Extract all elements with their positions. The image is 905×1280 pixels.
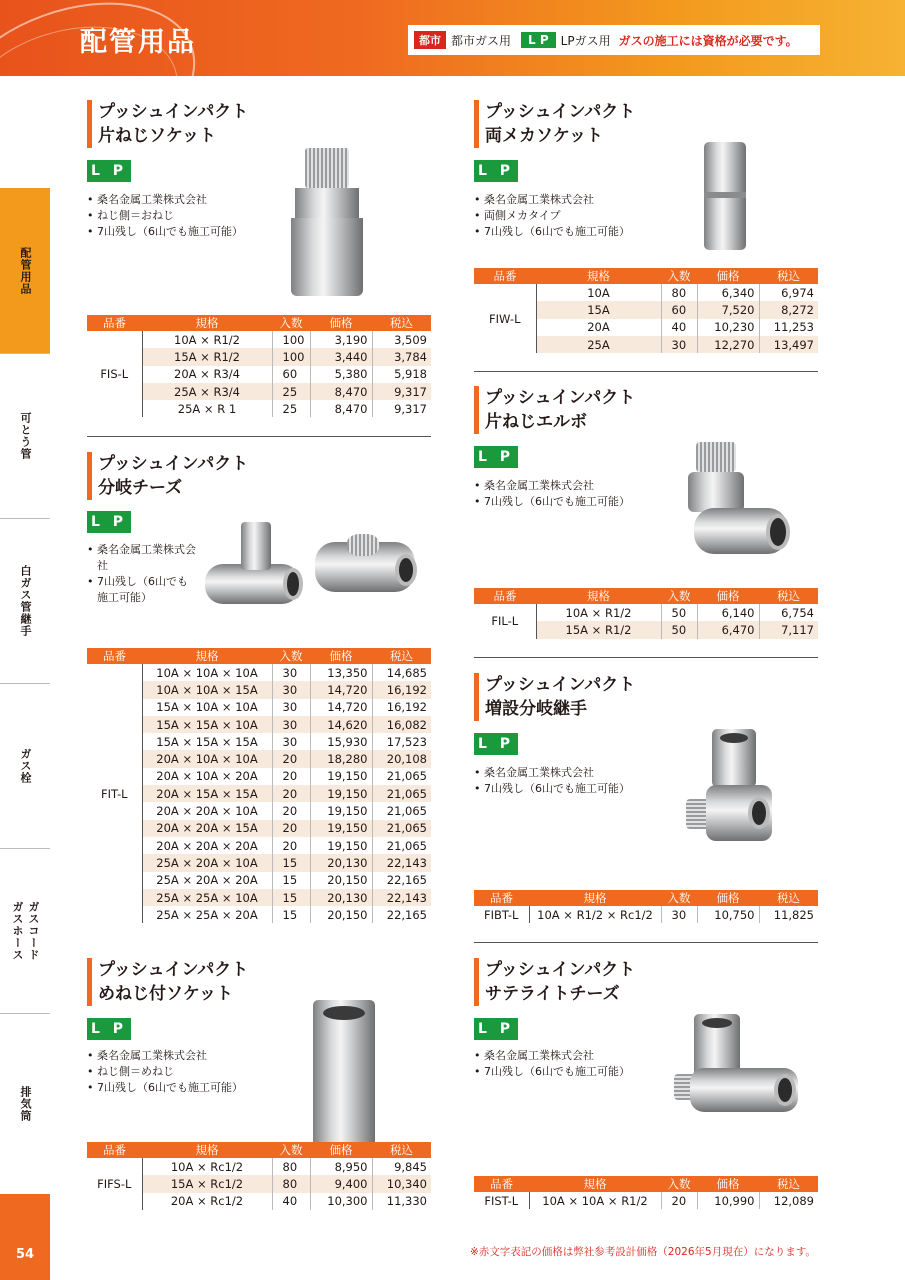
single-thread-socket-image	[287, 148, 367, 298]
female-thread-socket-image	[309, 1000, 379, 1148]
table-row	[87, 1158, 431, 1175]
feature-list	[87, 1048, 243, 1096]
product-title	[474, 386, 635, 434]
column-header: 価格	[697, 1176, 759, 1192]
qty-cell: 20	[272, 750, 310, 767]
tax-price-cell: 21,065	[372, 785, 431, 802]
size-cell: 20A	[587, 320, 610, 335]
product-title-line1: プッシュインパクト	[98, 102, 249, 122]
column-header: 税込	[759, 890, 818, 906]
qty-cell: 80	[661, 284, 697, 301]
column-header: 入数	[661, 890, 697, 906]
product-fil	[474, 386, 818, 646]
section-divider	[474, 657, 818, 658]
spec-table	[474, 588, 818, 639]
column-header: 品番	[474, 268, 536, 284]
product-title	[474, 673, 635, 721]
size-cell: 15A × 15A × 10A	[142, 716, 272, 733]
column-header: 入数	[661, 588, 697, 604]
column-header: 価格	[310, 315, 372, 331]
sidebar-tab-label: ガス栓	[19, 748, 32, 784]
table-row	[87, 331, 431, 348]
lp-gas-tag: L P	[521, 32, 556, 48]
size-cell: 15A × R1/2	[536, 621, 661, 638]
price-cell: 14,720	[310, 699, 372, 716]
product-code: FIBT-L	[474, 906, 529, 923]
tax-price-cell: 6,974	[759, 284, 818, 301]
product-title-line2: 増設分岐継手	[485, 699, 587, 719]
tax-price-cell: 9,317	[372, 400, 431, 417]
table-row	[474, 906, 818, 923]
column-header: 品番	[474, 890, 529, 906]
feature-item: • 桑名金属工業株式会社	[474, 192, 630, 208]
product-title-line1: プッシュインパクト	[485, 675, 636, 695]
tax-price-cell: 20,108	[372, 750, 431, 767]
feature-item: • 7山残し（6山でも施工可能）	[474, 224, 630, 240]
table-row	[87, 664, 431, 681]
table-row	[474, 1192, 818, 1209]
price-cell: 8,950	[310, 1158, 372, 1175]
product-title-line2: サテライトチーズ	[485, 984, 620, 1004]
product-fiw	[474, 100, 818, 360]
column-header: 品番	[87, 1142, 142, 1158]
page-number-box	[0, 1194, 50, 1280]
product-fifs	[87, 958, 431, 1218]
qty-cell: 100	[272, 331, 310, 348]
product-title-line1: プッシュインパクト	[485, 960, 636, 980]
product-title	[87, 452, 248, 500]
qty-cell: 15	[272, 872, 310, 889]
size-cell: 15A	[536, 301, 661, 318]
price-cell: 13,350	[310, 664, 372, 681]
lp-badge: L P	[87, 511, 131, 533]
lp-badge: L P	[87, 160, 131, 182]
sidebar-tab-label: 可とう管	[19, 412, 32, 460]
tax-price-cell: 9,845	[372, 1158, 431, 1175]
qty-cell: 30	[272, 664, 310, 681]
size-cell: 25A × 20A × 10A	[142, 854, 272, 871]
section-divider	[474, 371, 818, 372]
tax-price-cell: 11,330	[372, 1193, 431, 1210]
price-cell: 6,470	[697, 621, 759, 638]
column-header: 入数	[272, 1142, 310, 1158]
price-cell: 6,140	[697, 604, 759, 621]
product-title-line1: プッシュインパクト	[485, 388, 636, 408]
qty-cell: 40	[661, 319, 697, 336]
column-header: 規格	[536, 588, 661, 604]
price-cell: 6,340	[697, 284, 759, 301]
qty-cell: 60	[272, 366, 310, 383]
product-title	[87, 958, 248, 1006]
product-title	[474, 958, 635, 1006]
lp-gas-label: LPガス用	[560, 33, 611, 48]
tax-price-cell: 22,143	[372, 889, 431, 906]
column-header: 価格	[310, 1142, 372, 1158]
feature-item: • 桑名金属工業株式会社	[474, 1048, 630, 1064]
product-title-line2: 両メカソケット	[485, 126, 603, 146]
product-title-line1: プッシュインパクト	[98, 454, 249, 474]
qty-cell: 15	[272, 889, 310, 906]
product-code: FIS-L	[87, 331, 142, 417]
page-header	[0, 0, 905, 76]
column-header: 入数	[661, 268, 697, 284]
product-fis	[87, 100, 431, 440]
feature-list	[474, 478, 630, 510]
feature-item: • 7山残し（6山でも施工可能）	[87, 224, 243, 240]
feature-item: • 両側メカタイプ	[474, 208, 630, 224]
price-cell: 20,150	[310, 872, 372, 889]
size-cell: 10A × R1/2	[565, 605, 632, 620]
column-header: 価格	[310, 648, 372, 664]
tax-price-cell: 12,089	[759, 1192, 818, 1209]
section-divider	[474, 942, 818, 943]
qty-cell: 30	[272, 681, 310, 698]
lp-badge: L P	[474, 160, 518, 182]
sidebar-tab-gas-valve[interactable]	[0, 683, 50, 848]
price-cell: 14,720	[310, 681, 372, 698]
price-cell: 14,620	[310, 716, 372, 733]
tax-price-cell: 7,117	[759, 621, 818, 638]
extension-branch-fitting-image	[686, 729, 776, 859]
size-cell: 20A × 10A × 20A	[156, 769, 258, 784]
product-code: FIT-L	[87, 664, 142, 923]
tax-price-cell: 21,065	[372, 820, 431, 837]
size-cell: 15A × R1/2	[142, 348, 272, 365]
sidebar-tab-piping[interactable]	[0, 188, 50, 353]
price-cell: 19,150	[310, 802, 372, 819]
qty-cell: 25	[272, 400, 310, 417]
price-cell: 10,750	[697, 906, 759, 923]
price-footnote: ※赤文字表記の価格は弊社参考設計価格（2026年5月現在）になります。	[470, 1246, 816, 1258]
price-cell: 19,150	[310, 785, 372, 802]
qty-cell: 20	[272, 820, 310, 837]
gas-type-legend	[408, 25, 820, 55]
feature-item: • 7山残し（6山でも施工可能）	[474, 1064, 630, 1080]
price-cell: 19,150	[310, 837, 372, 854]
product-code: FIL-L	[474, 604, 536, 639]
tax-price-cell: 3,784	[372, 348, 431, 365]
size-cell: 20A × Rc1/2	[170, 1194, 244, 1209]
tax-price-cell: 17,523	[372, 733, 431, 750]
city-gas-tag: 都市	[414, 31, 446, 49]
product-title-line2: 片ねじソケット	[98, 126, 216, 146]
tax-price-cell: 3,509	[372, 331, 431, 348]
feature-item: • 桑名金属工業株式会社	[87, 542, 197, 574]
price-cell: 7,520	[697, 301, 759, 318]
size-cell: 20A × 10A × 10A	[142, 750, 272, 767]
size-cell: 10A × 10A × 15A	[142, 681, 272, 698]
feature-list	[474, 765, 630, 797]
qty-cell: 20	[272, 837, 310, 854]
column-header: 入数	[661, 1176, 697, 1192]
branch-tee-image	[205, 522, 425, 622]
tax-price-cell: 16,192	[372, 681, 431, 698]
sidebar-tab-exhaust-pipe[interactable]	[0, 1013, 50, 1193]
sidebar-tab-label: 白ガス管継手	[19, 565, 32, 637]
column-header: 税込	[759, 588, 818, 604]
page-title: 配管用品	[80, 27, 196, 58]
tax-price-cell: 11,825	[759, 906, 818, 923]
column-header: 規格	[536, 268, 661, 284]
feature-item: • 7山残し（6山でも施工可能）	[474, 781, 630, 797]
qty-cell: 25	[272, 383, 310, 400]
feature-item: • 桑名金属工業株式会社	[474, 478, 630, 494]
qty-cell: 20	[272, 768, 310, 785]
tax-price-cell: 22,165	[372, 906, 431, 923]
feature-list	[87, 542, 197, 606]
product-code: FIFS-L	[87, 1158, 142, 1210]
price-cell: 10,990	[697, 1192, 759, 1209]
lp-badge: L P	[474, 733, 518, 755]
qty-cell: 30	[272, 699, 310, 716]
qty-cell: 20	[272, 802, 310, 819]
qty-cell: 80	[272, 1158, 310, 1175]
size-cell: 25A × 25A × 20A	[156, 907, 258, 922]
feature-list	[474, 192, 630, 240]
size-cell: 25A × 20A × 20A	[156, 873, 258, 888]
tax-price-cell: 5,918	[372, 366, 431, 383]
table-row	[474, 604, 818, 621]
tax-price-cell: 16,082	[372, 716, 431, 733]
price-cell: 5,380	[310, 366, 372, 383]
size-cell: 20A × 20A × 10A	[156, 804, 258, 819]
price-cell: 3,190	[310, 331, 372, 348]
qty-cell: 20	[661, 1192, 697, 1209]
tax-price-cell: 16,192	[372, 699, 431, 716]
page-number: 54	[15, 1247, 35, 1262]
size-cell: 10A × 10A × 10A	[156, 665, 258, 680]
spec-table	[474, 890, 818, 923]
satellite-tee-image	[674, 1014, 802, 1134]
column-header: 税込	[372, 315, 431, 331]
qty-cell: 50	[661, 621, 697, 638]
spec-table	[474, 1176, 818, 1209]
column-header: 税込	[759, 268, 818, 284]
feature-list	[87, 192, 243, 240]
size-cell: 10A × R1/2 × Rc1/2	[537, 907, 653, 922]
price-cell: 10,300	[310, 1193, 372, 1210]
tax-price-cell: 11,253	[759, 319, 818, 336]
lp-badge: L P	[474, 1018, 518, 1040]
spec-table	[474, 268, 818, 353]
column-header: 価格	[697, 588, 759, 604]
size-cell: 20A × 15A × 15A	[142, 785, 272, 802]
column-header: 品番	[474, 1176, 529, 1192]
price-cell: 8,470	[310, 400, 372, 417]
sidebar-tab-flexible-pipe[interactable]	[0, 353, 50, 518]
product-fibt	[474, 673, 818, 933]
tax-price-cell: 22,143	[372, 854, 431, 871]
price-cell: 20,130	[310, 854, 372, 871]
sidebar-tab-gas-cord-hose[interactable]	[0, 848, 50, 1013]
product-title-line2: めねじ付ソケット	[98, 984, 233, 1004]
column-header: 規格	[529, 1176, 661, 1192]
column-header: 価格	[697, 890, 759, 906]
product-title-line1: プッシュインパクト	[98, 960, 249, 980]
column-header: 規格	[142, 315, 272, 331]
size-cell: 15A × 10A × 10A	[156, 700, 258, 715]
product-fit	[87, 452, 431, 932]
qty-cell: 50	[661, 604, 697, 621]
product-title-line1: プッシュインパクト	[485, 102, 636, 122]
size-cell: 15A × 15A × 15A	[156, 734, 258, 749]
qty-cell: 30	[661, 336, 697, 353]
elbow-image	[684, 442, 794, 562]
column-header: 規格	[142, 648, 272, 664]
price-cell: 3,440	[310, 348, 372, 365]
product-code: FIW-L	[474, 284, 536, 353]
column-header: 品番	[87, 315, 142, 331]
column-header: 規格	[529, 890, 661, 906]
qty-cell: 15	[272, 906, 310, 923]
spec-table	[87, 648, 431, 923]
tax-price-cell: 13,497	[759, 336, 818, 353]
size-cell: 20A × 20A × 20A	[156, 838, 258, 853]
feature-item: • 桑名金属工業株式会社	[87, 192, 243, 208]
qty-cell: 30	[661, 906, 697, 923]
lp-badge: L P	[87, 1018, 131, 1040]
tax-price-cell: 14,685	[372, 664, 431, 681]
size-cell: 20A × R3/4	[174, 367, 240, 382]
feature-list	[474, 1048, 630, 1080]
product-title	[474, 100, 635, 148]
product-fist	[474, 958, 818, 1218]
tax-price-cell: 21,065	[372, 837, 431, 854]
feature-item: • 桑名金属工業株式会社	[474, 765, 630, 781]
column-header: 税込	[372, 1142, 431, 1158]
sidebar-tab-label: 配管用品	[19, 246, 32, 295]
double-mechanical-socket-image	[702, 142, 748, 252]
qty-cell: 30	[272, 716, 310, 733]
tax-price-cell: 10,340	[372, 1175, 431, 1192]
table-row	[474, 284, 818, 301]
qty-cell: 60	[661, 301, 697, 318]
size-cell: 10A	[587, 285, 610, 300]
column-header: 入数	[272, 315, 310, 331]
tax-price-cell: 6,754	[759, 604, 818, 621]
column-header: 入数	[272, 648, 310, 664]
size-cell: 15A × Rc1/2	[142, 1175, 272, 1192]
feature-item: • ねじ側＝めねじ	[87, 1064, 243, 1080]
section-divider	[87, 436, 431, 437]
size-cell: 25A × R3/4	[142, 383, 272, 400]
price-cell: 18,280	[310, 750, 372, 767]
tax-price-cell: 21,065	[372, 802, 431, 819]
tax-price-cell: 22,165	[372, 872, 431, 889]
size-cell: 10A × Rc1/2	[170, 1159, 244, 1174]
column-header: 品番	[87, 648, 142, 664]
qty-cell: 100	[272, 348, 310, 365]
lp-badge: L P	[474, 446, 518, 468]
column-header: 税込	[759, 1176, 818, 1192]
tax-price-cell: 21,065	[372, 768, 431, 785]
price-cell: 8,470	[310, 383, 372, 400]
price-cell: 12,270	[697, 336, 759, 353]
price-cell: 15,930	[310, 733, 372, 750]
qty-cell: 40	[272, 1193, 310, 1210]
feature-item: • 7山残し（6山でも施工可能）	[474, 494, 630, 510]
size-cell: 10A × 10A × R1/2	[542, 1193, 648, 1208]
feature-item: • 7山残し（6山でも施工可能）	[87, 1080, 243, 1096]
tax-price-cell: 9,317	[372, 383, 431, 400]
price-cell: 20,150	[310, 906, 372, 923]
size-cell: 20A × 20A × 15A	[142, 820, 272, 837]
product-title-line2: 片ねじエルボ	[485, 412, 587, 432]
size-cell: 25A × R 1	[177, 401, 237, 416]
size-cell: 25A × 25A × 10A	[142, 889, 272, 906]
qty-cell: 15	[272, 854, 310, 871]
qty-cell: 80	[272, 1175, 310, 1192]
license-warning: ガスの施工には資格が必要です。	[618, 33, 798, 48]
column-header: 品番	[474, 588, 536, 604]
price-cell: 20,130	[310, 889, 372, 906]
spec-table	[87, 1142, 431, 1210]
feature-item: • 7山残し（6山でも施工可能）	[87, 574, 197, 606]
column-header: 税込	[372, 648, 431, 664]
product-code: FIST-L	[474, 1192, 529, 1209]
sidebar-tab-label: ガスコード ガスホース	[11, 901, 40, 961]
qty-cell: 20	[272, 785, 310, 802]
sidebar-tab-label: 排気筒	[19, 1085, 32, 1122]
price-cell: 19,150	[310, 768, 372, 785]
price-cell: 19,150	[310, 820, 372, 837]
feature-item: • ねじ側＝おねじ	[87, 208, 243, 224]
price-cell: 9,400	[310, 1175, 372, 1192]
size-cell: 10A × R1/2	[174, 332, 240, 347]
size-cell: 25A	[536, 336, 661, 353]
sidebar-tab-white-pipe-fittings[interactable]	[0, 518, 50, 683]
column-header: 価格	[697, 268, 759, 284]
price-cell: 10,230	[697, 319, 759, 336]
city-gas-label: 都市ガス用	[451, 33, 512, 48]
feature-item: • 桑名金属工業株式会社	[87, 1048, 243, 1064]
qty-cell: 30	[272, 733, 310, 750]
spec-table	[87, 315, 431, 417]
tax-price-cell: 8,272	[759, 301, 818, 318]
product-title-line2: 分岐チーズ	[98, 478, 183, 498]
column-header: 規格	[142, 1142, 272, 1158]
product-title	[87, 100, 248, 148]
category-sidebar	[0, 76, 50, 1280]
